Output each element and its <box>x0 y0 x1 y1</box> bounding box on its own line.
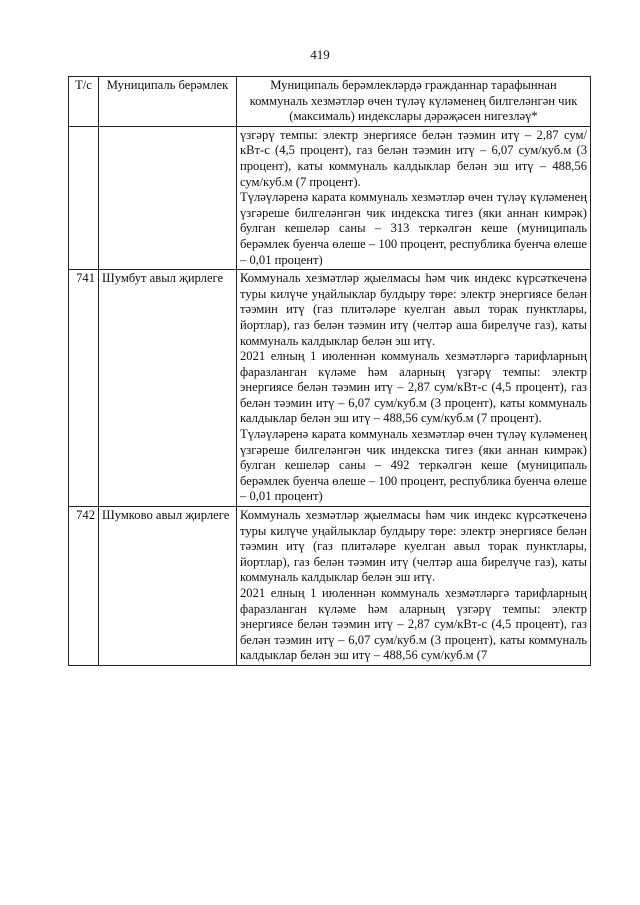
header-municipality: Муниципаль берәмлек <box>99 77 237 127</box>
row-municipality: Шумково авыл җирлеге <box>99 507 237 666</box>
row-paragraph: Түләүләренә карата коммуналь хезмәтләр өчен түләү күләменең үзгәреше билгеләнгән чик индекска тигез (яки аннан кимрәк) булган кешеләр саны – 492 теркәлгән кеше (муниципаль берәмлек буенча өлеше – 100 процент, республика буенча өлеше – 0,01 процент) <box>240 427 587 504</box>
table-row <box>69 270 591 507</box>
table-row <box>69 126 591 269</box>
row-number: 742 <box>69 507 99 666</box>
row-paragraph: Түләүләренә карата коммуналь хезмәтләр өчен түләү күләменең үзгәреше билгеләнгән чик индекска тигез (яки аннан кимрәк) булган кешеләр саны – 313 теркәлгән кеше (муниципаль берәмлек буенча өлеше – 100 процент, республика буенча өлеше – 0,01 процент) <box>240 190 587 267</box>
row-paragraph: 2021 елның 1 июленнән коммуналь хезмәтләргә тарифларның фаразланган күләме һәм аларның үзгәрү темпы: электр энергиясе белән тәэмин итү – 2,87 сум/кВт-с (4,5 процент), газ белән тәэмин итү – 6,07 сум/куб.м (3 процент), каты коммуналь калдыклар белән эш итү – 488,56 сум/куб.м (7 процент). <box>240 349 587 426</box>
row-paragraph: үзгәрү темпы: электр энергиясе белән тәэмин итү – 2,87 сум/кВт-с (4,5 процент), газ белән тәэмин итү – 6,07 сум/куб.м (3 процент), каты коммуналь калдыклар белән эш итү – 488,56 сум/куб.м (7 процент). <box>240 127 587 189</box>
header-number: Т/с <box>69 77 99 127</box>
row-paragraph: 2021 елның 1 июленнән коммуналь хезмәтләргә тарифларның фаразланган күләме һәм аларның үзгәрү темпы: электр энергиясе белән тәэмин итү – 2,87 сум/кВт-с (4,5 процент), газ белән тәэмин итү – 6,07 сум/куб.м (3 процент), каты коммуналь калдыклар белән эш итү – 488,56 сум/куб.м (7 <box>240 586 587 663</box>
row-text <box>237 270 591 507</box>
header-justification: Муниципаль берәмлекләрдә гражданнар тарафыннан коммуналь хезмәтләр өчен түләү күләменең билгеләнгән чик (максималь) индекслары дәрәҗәсен нигезләү* <box>237 77 591 127</box>
row-municipality <box>99 126 237 269</box>
table-header-row <box>69 77 591 127</box>
row-municipality: Шумбут авыл җирлеге <box>99 270 237 507</box>
page-number: 419 <box>310 47 330 62</box>
row-paragraph: Коммуналь хезмәтләр җыелмасы һәм чик индекс күрсәткеченә туры килүче уңайлыклар булдыру төре: электр энергиясе белән тәэмин итү (газ плитәләре куелган авыл торак пунктлары, йортлар), газ белән тәэмин итү (челтәр аша бирелүче газ), каты коммуналь калдыклар белән эш итү. <box>240 271 587 348</box>
row-text <box>237 126 591 269</box>
row-paragraph: Коммуналь хезмәтләр җыелмасы һәм чик индекс күрсәткеченә туры килүче уңайлыклар булдыру төре: электр энергиясе белән тәэмин итү (газ плитәләре куелган авыл торак пунктлары, йортлар), газ белән тәэмин итү (челтәр аша бирелүче газ), каты коммуналь калдыклар белән эш итү. <box>240 508 587 585</box>
row-number: 741 <box>69 270 99 507</box>
tariff-table <box>68 76 591 666</box>
row-text <box>237 507 591 666</box>
table-row <box>69 507 591 666</box>
row-number <box>69 126 99 269</box>
